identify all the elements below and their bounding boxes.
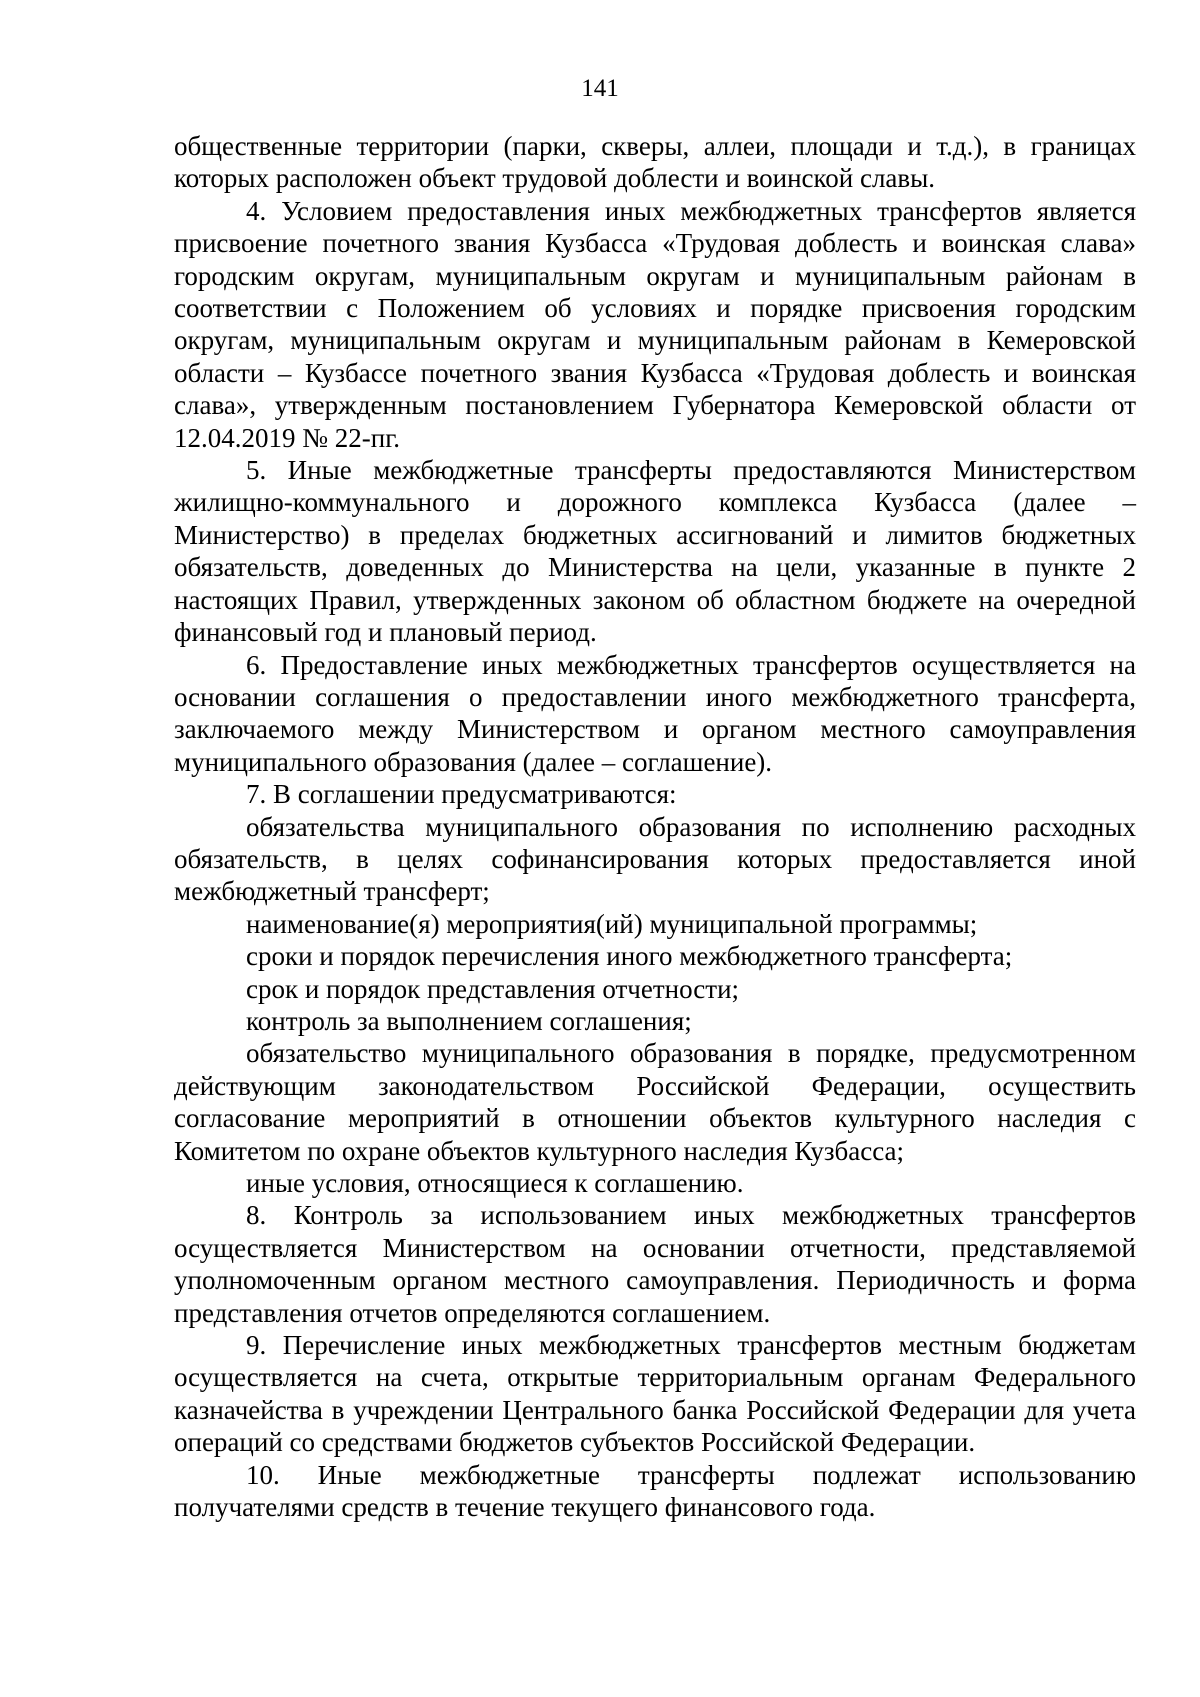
paragraph: 8. Контроль за использованием иных межбюджетных трансфертов осуществляется Министерством на основании отчетности, представляемой уполномоченным органом местного самоуправления. Периодичность и форма представления отчетов определяются соглашением. — [174, 1200, 1136, 1328]
paragraph: 10. Иные межбюджетные трансферты подлежат использованию получателями средств в течение текущего финансового года. — [174, 1459, 1136, 1523]
list-item: иные условия, относящиеся к соглашению. — [246, 1168, 744, 1198]
page-number: 141 — [581, 75, 619, 102]
list-item: сроки и порядок перечисления иного межбюджетного трансферта; — [246, 941, 1013, 972]
paragraph: общественные территории (парки, скверы, аллеи, площади и т.д.), в границах которых расположен объект трудовой доблести и воинской славы. — [174, 131, 1136, 194]
list-item: наименование(я) мероприятия(ий) муниципальной программы; — [246, 908, 978, 939]
list-item: контроль за выполнением соглашения; — [246, 1005, 692, 1036]
list-item: обязательство муниципального образования в порядке, предусмотренном действующим законодательством Российской Федерации, осуществить согласование мероприятий в отношении объектов культурного наследия с Комитетом по охране объектов культурного наследия Кузбасса; — [174, 1038, 1136, 1166]
paragraph: 4. Условием предоставления иных межбюджетных трансфертов является присвоение почетного звания Кузбасса «Трудовая доблесть и воинская слава» городским округам, муниципальным округам и муниципальным районам в соответствии с Положением об условиях и порядке присвоения городским округам, муниципальным округам и муниципальным районам в Кемеровской области – Кузбассе почетного звания Кузбасса «Трудовая доблесть и воинская слава», утвержденным постановлением Губернатора Кемеровской области от 12.04.2019 № 22-пг. — [174, 195, 1136, 453]
paragraph: 5. Иные межбюджетные трансферты предоставляются Министерством жилищно-коммунального и дорожного комплекса Кузбасса (далее – Министерство) в пределах бюджетных ассигнований и лимитов бюджетных обязательств, доведенных до Министерства на цели, указанные в пункте 2 настоящих Правил, утвержденных законом об областном бюджете на очередной финансовый год и плановый период. — [174, 455, 1136, 648]
paragraph: 9. Перечисление иных межбюджетных трансфертов местным бюджетам осуществляется на счета, открытые территориальным органам Федерального казначейства в учреждении Центрального банка Российской Федерации для учета операций со средствами бюджетов субъектов Российской Федерации. — [174, 1330, 1136, 1458]
paragraph: 7. В соглашении предусматриваются: — [246, 779, 677, 810]
list-item: срок и порядок представления отчетности; — [246, 973, 740, 1004]
document-body — [174, 130, 1136, 1523]
paragraph: 6. Предоставление иных межбюджетных трансфертов осуществляется на основании соглашения о предоставлении иного межбюджетного трансферта, заключаемого между Министерством и органом местного самоуправления муниципального образования (далее – соглашение). — [174, 649, 1136, 777]
list-item: обязательства муниципального образования по исполнению расходных обязательств, в целях софинансирования которых предоставляется иной межбюджетный трансферт; — [174, 811, 1136, 907]
